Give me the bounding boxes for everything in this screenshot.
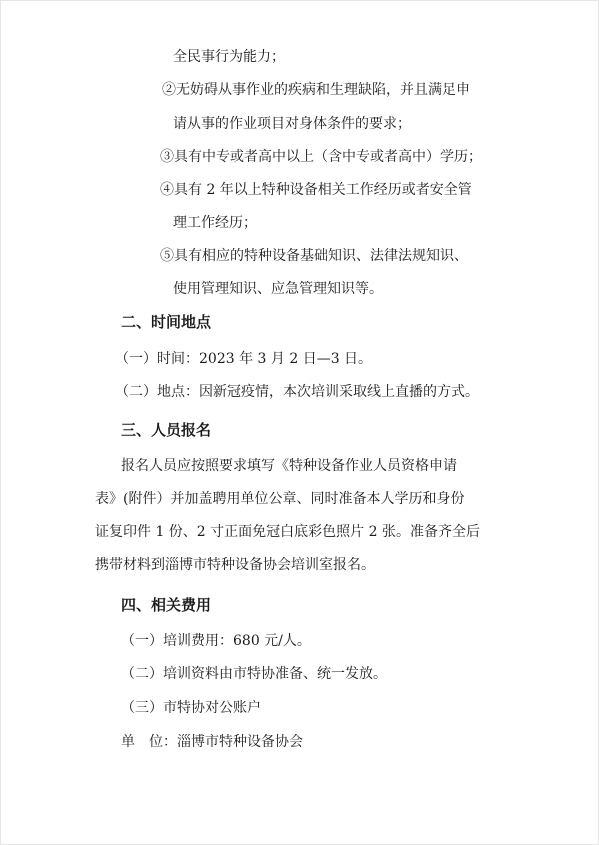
section-heading-fees: 四、相关费用	[121, 596, 212, 614]
requirement-3: ③具有中专或者高中以上（含中专或者高中）学历；	[160, 149, 482, 165]
requirement-4-line2: 理工作经历；	[173, 215, 257, 231]
training-place: （二）地点：因新冠疫情，本次培训采取线上直播的方式。	[115, 384, 479, 400]
section-heading-time-place: 二、时间地点	[121, 313, 212, 331]
requirement-2-line1: ②无妨碍从事作业的疾病和生理缺陷，并且满足申	[162, 82, 470, 98]
training-time: （一）时间：2023 年 3 月 2 日—3 日。	[115, 351, 373, 367]
requirement-1-tail: 全民事行为能力；	[173, 49, 285, 65]
requirement-5-line2: 使用管理知识、应急管理知识等。	[173, 281, 383, 297]
registration-para-line2: 表》(附件）并加盖聘用单位公章、同时准备本人学历和身份	[95, 491, 465, 507]
account-unit: 单 位：淄博市特种设备协会	[121, 734, 303, 750]
training-fee: （一）培训费用：680 元/人。	[121, 633, 311, 649]
section-heading-registration: 三、人员报名	[121, 421, 212, 439]
registration-para-line3: 证复印件 1 份、2 寸正面免冠白底彩色照片 2 张。准备齐全后	[95, 524, 480, 540]
public-account: （三）市特协对公账户	[121, 700, 261, 716]
requirement-2-line2: 请从事的作业项目对身体条件的要求；	[173, 116, 411, 132]
requirement-4-line1: ④具有 2 年以上特种设备相关工作经历或者安全管	[160, 182, 472, 198]
requirement-5-line1: ⑤具有相应的特种设备基础知识、法律法规知识、	[160, 248, 468, 264]
registration-para-line1: 报名人员应按照要求填写《特种设备作业人员资格申请	[121, 458, 457, 474]
training-materials: （二）培训资料由市特协准备、统一发放。	[121, 666, 387, 682]
registration-para-line4: 携带材料到淄博市特种设备协会培训室报名。	[95, 557, 375, 573]
